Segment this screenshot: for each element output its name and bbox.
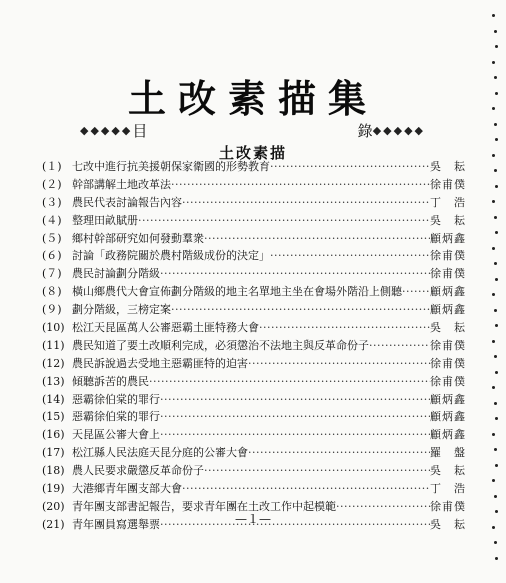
toc-entry <box>42 158 466 176</box>
entry-author: 顧炳鑫 <box>430 410 466 424</box>
entry-number: (６) <box>42 249 62 263</box>
entry-author: 徐甫僕 <box>430 177 466 191</box>
edge-speck <box>492 247 495 250</box>
entry-title: 劃分階級，三榜定案 <box>72 303 171 317</box>
dot-leader <box>171 301 430 319</box>
entry-number: (８) <box>42 285 62 299</box>
dot-leader <box>270 247 430 265</box>
toc-heading <box>80 121 425 139</box>
page-number: —１— <box>234 512 271 526</box>
toc-entry <box>42 301 466 319</box>
toc-label-mu: 目 <box>132 121 148 140</box>
edge-speck <box>494 262 497 265</box>
entry-title: 松江天昆區萬人公審惡霸土匪特務大會 <box>72 321 259 335</box>
toc-entry <box>42 462 466 480</box>
entry-author: 吳 耘 <box>430 321 466 335</box>
dot-leader <box>369 337 430 355</box>
edge-speck <box>494 169 497 172</box>
dot-leader <box>402 283 430 301</box>
dot-leader <box>270 158 430 176</box>
edge-speck <box>495 92 498 95</box>
dot-leader <box>160 408 430 426</box>
toc-entry <box>42 265 466 283</box>
page-edge-marks <box>492 0 498 583</box>
edge-speck <box>492 200 495 203</box>
entry-number: (２) <box>42 177 62 191</box>
edge-speck <box>494 355 497 358</box>
toc-label-lu: 錄 <box>357 121 373 140</box>
entry-author: 顧炳鑫 <box>430 428 466 442</box>
entry-title: 農民知道了要土改順利完成，必須懲治不法地主與反革命份子 <box>72 338 369 352</box>
edge-speck <box>494 402 497 405</box>
entry-author: 徐甫僕 <box>430 267 466 281</box>
entry-author: 徐甫僕 <box>430 338 466 352</box>
edge-speck <box>492 107 495 110</box>
entry-title: 大港鄉青年團支部大會 <box>72 482 182 496</box>
entry-author: 徐甫僕 <box>430 249 466 263</box>
entry-author: 丁 浩 <box>430 195 466 209</box>
entry-number: (７) <box>42 267 62 281</box>
entry-number: (12) <box>42 356 65 370</box>
edge-speck <box>492 61 495 64</box>
dot-leader <box>259 319 430 337</box>
entry-number: (１) <box>42 160 62 173</box>
toc-entry <box>42 391 466 409</box>
toc-entry <box>42 194 466 212</box>
entry-author: 吳 耘 <box>430 464 466 478</box>
edge-speck <box>495 464 498 467</box>
entry-title: 天昆區公審大會上 <box>72 428 160 442</box>
entry-title: 鄉村幹部研究如何發動羣衆 <box>72 231 204 245</box>
entry-number: (21) <box>42 517 65 531</box>
toc-entry <box>42 480 466 498</box>
entry-title: 青年團支部書記報告，要求青年團在土改工作中起模範 <box>72 499 336 513</box>
edge-speck <box>492 386 495 389</box>
diamond-ornament-left: ◆◆◆◆◆ <box>80 123 133 137</box>
entry-author: 徐甫僕 <box>430 499 466 513</box>
entry-title: 橫山鄉農代大會宣佈劃分階級的地主名單地主坐在會場外階沿上側聽 <box>72 285 402 299</box>
entry-title: 傾聽訴苦的農民 <box>72 374 149 388</box>
edge-speck <box>495 324 498 327</box>
edge-speck <box>494 309 497 312</box>
entry-title: 整理田畝賦册 <box>72 213 138 227</box>
entry-author: 徐甫僕 <box>430 374 466 388</box>
page-title: 土改素描集 <box>127 76 378 121</box>
toc-entries <box>42 158 466 534</box>
edge-speck <box>492 154 495 157</box>
entry-title: 惡霸徐伯棠的罪行 <box>72 410 160 424</box>
toc-entry <box>42 408 466 426</box>
diamond-ornament-right: ◆◆◆◆◆ <box>372 123 425 137</box>
entry-author: 顧炳鑫 <box>430 392 466 406</box>
toc-entry <box>42 373 466 391</box>
edge-speck <box>494 30 497 33</box>
entry-number: (11) <box>42 338 65 352</box>
toc-entry <box>42 230 466 248</box>
edge-speck <box>495 278 498 281</box>
entry-number: (15) <box>42 410 65 424</box>
edge-speck <box>495 45 498 48</box>
edge-speck <box>495 417 498 420</box>
dot-leader <box>204 230 430 248</box>
edge-speck <box>494 76 497 79</box>
toc-entry <box>42 355 466 373</box>
entry-number: (19) <box>42 482 65 496</box>
entry-author: 羅 盤 <box>430 446 466 460</box>
entry-author: 吳 耘 <box>430 517 466 531</box>
entry-title: 幹部講解土地改革法 <box>72 177 171 191</box>
toc-entry <box>42 247 466 265</box>
dot-leader <box>160 265 430 283</box>
entry-number: (14) <box>42 392 65 406</box>
entry-number: (５) <box>42 231 62 245</box>
edge-speck <box>492 479 495 482</box>
edge-speck <box>494 448 497 451</box>
dot-leader <box>248 355 430 373</box>
toc-entry <box>42 426 466 444</box>
entry-title: 農民訴說過去受地主惡霸匪特的迫害 <box>72 356 248 370</box>
edge-speck <box>495 231 498 234</box>
entry-number: (３) <box>42 195 62 209</box>
edge-speck <box>492 340 495 343</box>
dot-leader <box>138 212 430 230</box>
entry-title: 農人民要求嚴懲反革命份子 <box>72 464 204 478</box>
dot-leader <box>171 176 430 194</box>
dot-leader <box>204 462 430 480</box>
dot-leader <box>248 444 430 462</box>
entry-number: (20) <box>42 499 65 513</box>
entry-title: 惡霸徐伯棠的罪行 <box>72 392 160 406</box>
edge-speck <box>494 216 497 219</box>
entry-number: (13) <box>42 374 65 388</box>
entry-title: 松江縣人民法庭天昆分庭的公審大會 <box>72 446 248 460</box>
edge-speck <box>495 371 498 374</box>
edge-speck <box>492 433 495 436</box>
edge-speck <box>494 123 497 126</box>
toc-entry <box>42 319 466 337</box>
entry-author: 顧炳鑫 <box>430 285 466 299</box>
edge-speck <box>492 526 495 529</box>
edge-speck <box>494 541 497 544</box>
entry-author: 顧炳鑫 <box>430 303 466 317</box>
entry-author: 徐甫僕 <box>430 356 466 370</box>
entry-author: 丁 浩 <box>430 482 466 496</box>
dot-leader <box>182 194 430 212</box>
toc-entry <box>42 337 466 355</box>
section-title: 土改素描 <box>218 144 287 162</box>
entry-title: 農民討論劃分階級 <box>72 267 160 281</box>
edge-speck <box>495 510 498 513</box>
entry-author: 吳 耘 <box>430 160 466 173</box>
edge-speck <box>492 293 495 296</box>
edge-speck <box>495 557 498 560</box>
edge-speck <box>492 14 495 17</box>
dot-leader <box>149 373 430 391</box>
dot-leader <box>160 391 430 409</box>
edge-speck <box>495 138 498 141</box>
toc-entry <box>42 444 466 462</box>
entry-title: 討論「政務院關於農村階級成份的決定」 <box>72 249 270 263</box>
entry-title: 農民代表討論報告內容 <box>72 195 182 209</box>
toc-entry <box>42 212 466 230</box>
entry-number: (17) <box>42 446 65 460</box>
entry-author: 吳 耘 <box>430 213 466 227</box>
entry-title: 七改中進行抗美援朝保家衛國的形勢教育 <box>72 160 270 173</box>
entry-title: 青年團員寫選舉票 <box>72 517 160 531</box>
entry-number: (10) <box>42 321 65 335</box>
dot-leader <box>160 426 430 444</box>
entry-number: (４) <box>42 213 62 227</box>
toc-entry <box>42 283 466 301</box>
dot-leader <box>182 480 430 498</box>
entry-author: 顧炳鑫 <box>430 231 466 245</box>
entry-number: (９) <box>42 303 62 317</box>
entry-number: (16) <box>42 428 65 442</box>
edge-speck <box>495 185 498 188</box>
entry-number: (18) <box>42 464 65 478</box>
toc-entry <box>42 176 466 194</box>
edge-speck <box>494 495 497 498</box>
